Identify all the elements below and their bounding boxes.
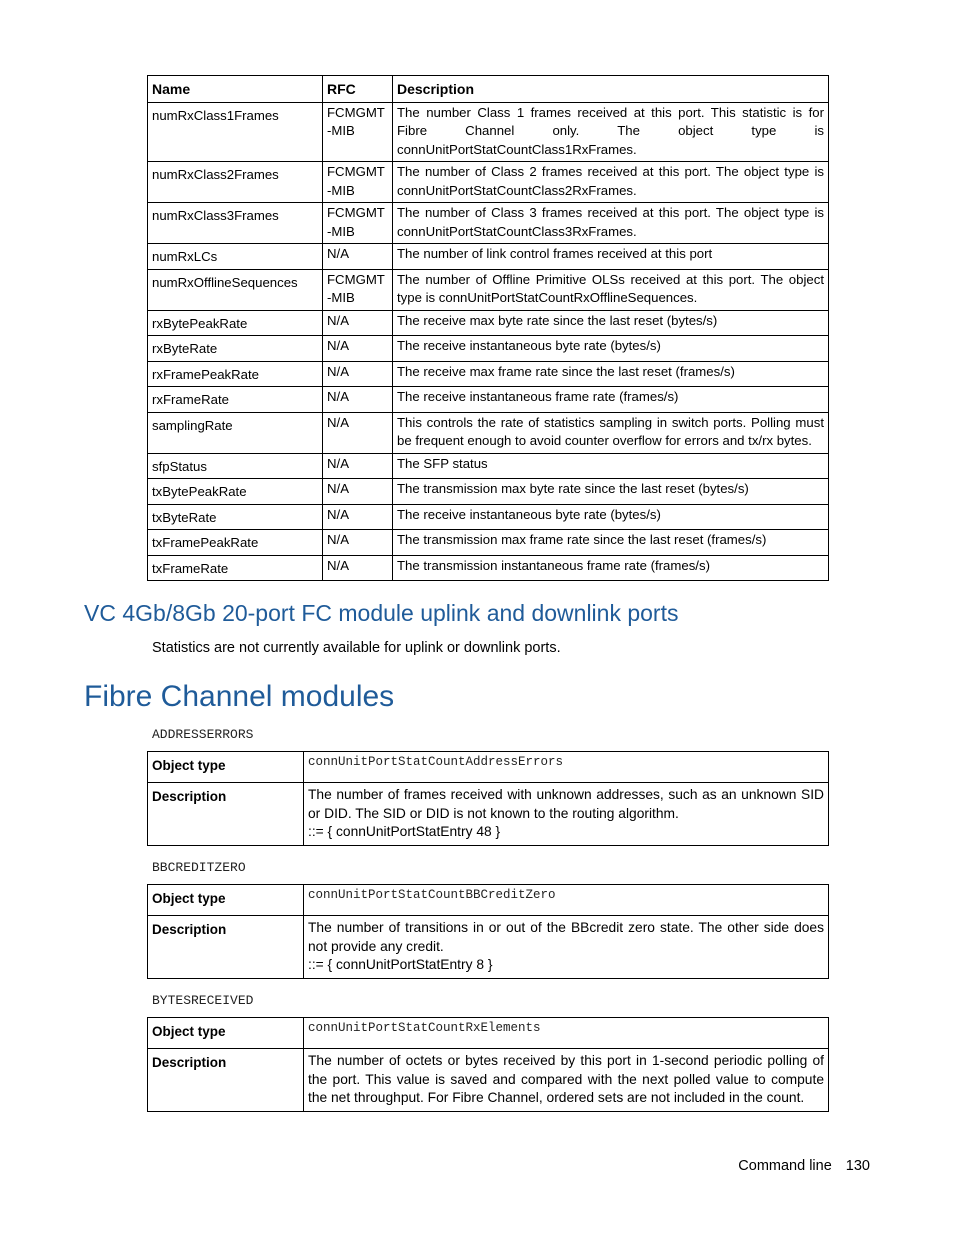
- cell-rfc: N/A: [323, 310, 393, 336]
- cell-rfc: N/A: [323, 387, 393, 413]
- cell-rfc: FCMGMT -MIB: [323, 269, 393, 310]
- cell-rfc: N/A: [323, 479, 393, 505]
- page-footer: [738, 1158, 870, 1174]
- description-key: Description: [148, 916, 304, 979]
- cell-description: The number of Offline Primitive OLSs received at this port. The object type is connUnitPortStatCountRxOfflineSequences.: [393, 269, 829, 310]
- column-header-rfc: RFC: [323, 76, 393, 103]
- cell-name: numRxOfflineSequences: [148, 269, 323, 310]
- object-type-value: connUnitPortStatCountBBCreditZero: [304, 885, 829, 916]
- cell-description: The transmission max frame rate since the last reset (frames/s): [393, 530, 829, 556]
- table-row: [148, 555, 829, 581]
- column-header-name: Name: [148, 76, 323, 103]
- description-row: [148, 1049, 829, 1112]
- description-line: The number of frames received with unknown addresses, such as an unknown SID or DID. The SID or DID is not known to the routing algorithm.: [308, 787, 824, 821]
- description-line: ::= { connUnitPortStatEntry 8 }: [308, 957, 493, 972]
- footer-section: Command line: [738, 1158, 832, 1174]
- object-label: BYTESRECEIVED: [152, 993, 254, 1008]
- description-key: Description: [148, 1049, 304, 1112]
- description-line: The number of octets or bytes received by this port in 1-second periodic polling of the port. This value is saved and compared with the next polled value to compute the net throughput. For Fibre Channel, ordered sets are not included in the count.: [308, 1053, 824, 1105]
- object-type-key: Object type: [148, 1018, 304, 1049]
- object-type-key: Object type: [148, 885, 304, 916]
- section-heading: VC 4Gb/8Gb 20-port FC module uplink and downlink ports: [84, 600, 679, 626]
- table-row: [148, 504, 829, 530]
- table-row: [148, 453, 829, 479]
- cell-description: The SFP status: [393, 453, 829, 479]
- object-table: [147, 1017, 829, 1112]
- cell-description: The receive instantaneous frame rate (frames/s): [393, 387, 829, 413]
- table-row: [148, 530, 829, 556]
- object-type-value: connUnitPortStatCountRxElements: [304, 1018, 829, 1049]
- object-label: ADDRESSERRORS: [152, 727, 254, 742]
- cell-description: This controls the rate of statistics sampling in switch ports. Polling must be frequent enough to avoid counter overflow for errors and tx/rx bytes.: [393, 412, 829, 453]
- cell-rfc: N/A: [323, 336, 393, 362]
- cell-description: The number Class 1 frames received at this port. This statistic is for Fibre Channel only. The object type is connUnitPortStatCountClass1RxFrames.: [393, 102, 829, 162]
- object-type-key: Object type: [148, 752, 304, 783]
- table-row: [148, 162, 829, 203]
- object-type-row: [148, 752, 829, 783]
- description-value: [304, 916, 829, 979]
- table-row: [148, 244, 829, 270]
- cell-name: samplingRate: [148, 412, 323, 453]
- cell-description: The receive max frame rate since the last reset (frames/s): [393, 361, 829, 387]
- table-row: [148, 102, 829, 162]
- object-type-row: [148, 885, 829, 916]
- section-text: Statistics are not currently available for uplink or downlink ports.: [152, 640, 561, 656]
- cell-description: The transmission max byte rate since the last reset (bytes/s): [393, 479, 829, 505]
- cell-name: numRxClass2Frames: [148, 162, 323, 203]
- description-line: The number of transitions in or out of the BBcredit zero state. The other side does not provide any credit.: [308, 920, 824, 954]
- cell-rfc: N/A: [323, 555, 393, 581]
- description-key: Description: [148, 783, 304, 846]
- cell-rfc: N/A: [323, 361, 393, 387]
- cell-description: The receive max byte rate since the last reset (bytes/s): [393, 310, 829, 336]
- description-value: [304, 1049, 829, 1112]
- cell-rfc: FCMGMT -MIB: [323, 203, 393, 244]
- cell-name: numRxClass3Frames: [148, 203, 323, 244]
- table-header-row: [148, 76, 829, 103]
- cell-description: The receive instantaneous byte rate (bytes/s): [393, 336, 829, 362]
- cell-rfc: N/A: [323, 244, 393, 270]
- description-value: [304, 783, 829, 846]
- cell-name: txFrameRate: [148, 555, 323, 581]
- cell-description: The receive instantaneous byte rate (bytes/s): [393, 504, 829, 530]
- cell-rfc: N/A: [323, 453, 393, 479]
- description-row: [148, 783, 829, 846]
- cell-description: The number of link control frames received at this port: [393, 244, 829, 270]
- cell-name: txBytePeakRate: [148, 479, 323, 505]
- cell-description: The transmission instantaneous frame rate (frames/s): [393, 555, 829, 581]
- page-heading: Fibre Channel modules: [84, 680, 395, 713]
- table-row: [148, 336, 829, 362]
- cell-name: txFramePeakRate: [148, 530, 323, 556]
- table-row: [148, 479, 829, 505]
- object-table: [147, 751, 829, 846]
- cell-rfc: N/A: [323, 504, 393, 530]
- cell-name: rxByteRate: [148, 336, 323, 362]
- cell-rfc: N/A: [323, 530, 393, 556]
- table-row: [148, 269, 829, 310]
- cell-name: rxBytePeakRate: [148, 310, 323, 336]
- cell-name: numRxLCs: [148, 244, 323, 270]
- page-number: 130: [845, 1158, 870, 1174]
- object-table: [147, 884, 829, 979]
- description-row: [148, 916, 829, 979]
- description-line: ::= { connUnitPortStatEntry 48 }: [308, 824, 501, 839]
- object-label: BBCREDITZERO: [152, 860, 246, 875]
- cell-description: The number of Class 2 frames received at this port. The object type is connUnitPortStatCountClass2RxFrames.: [393, 162, 829, 203]
- cell-rfc: FCMGMT -MIB: [323, 102, 393, 162]
- table-row: [148, 361, 829, 387]
- table-row: [148, 387, 829, 413]
- column-header-description: Description: [393, 76, 829, 103]
- statistics-table: [147, 75, 829, 581]
- cell-rfc: FCMGMT -MIB: [323, 162, 393, 203]
- table-row: [148, 310, 829, 336]
- object-type-row: [148, 1018, 829, 1049]
- cell-description: The number of Class 3 frames received at this port. The object type is connUnitPortStatCountClass3RxFrames.: [393, 203, 829, 244]
- table-row: [148, 203, 829, 244]
- cell-name: txByteRate: [148, 504, 323, 530]
- cell-name: rxFramePeakRate: [148, 361, 323, 387]
- object-type-value: connUnitPortStatCountAddressErrors: [304, 752, 829, 783]
- cell-rfc: N/A: [323, 412, 393, 453]
- cell-name: sfpStatus: [148, 453, 323, 479]
- cell-name: rxFrameRate: [148, 387, 323, 413]
- table-row: [148, 412, 829, 453]
- cell-name: numRxClass1Frames: [148, 102, 323, 162]
